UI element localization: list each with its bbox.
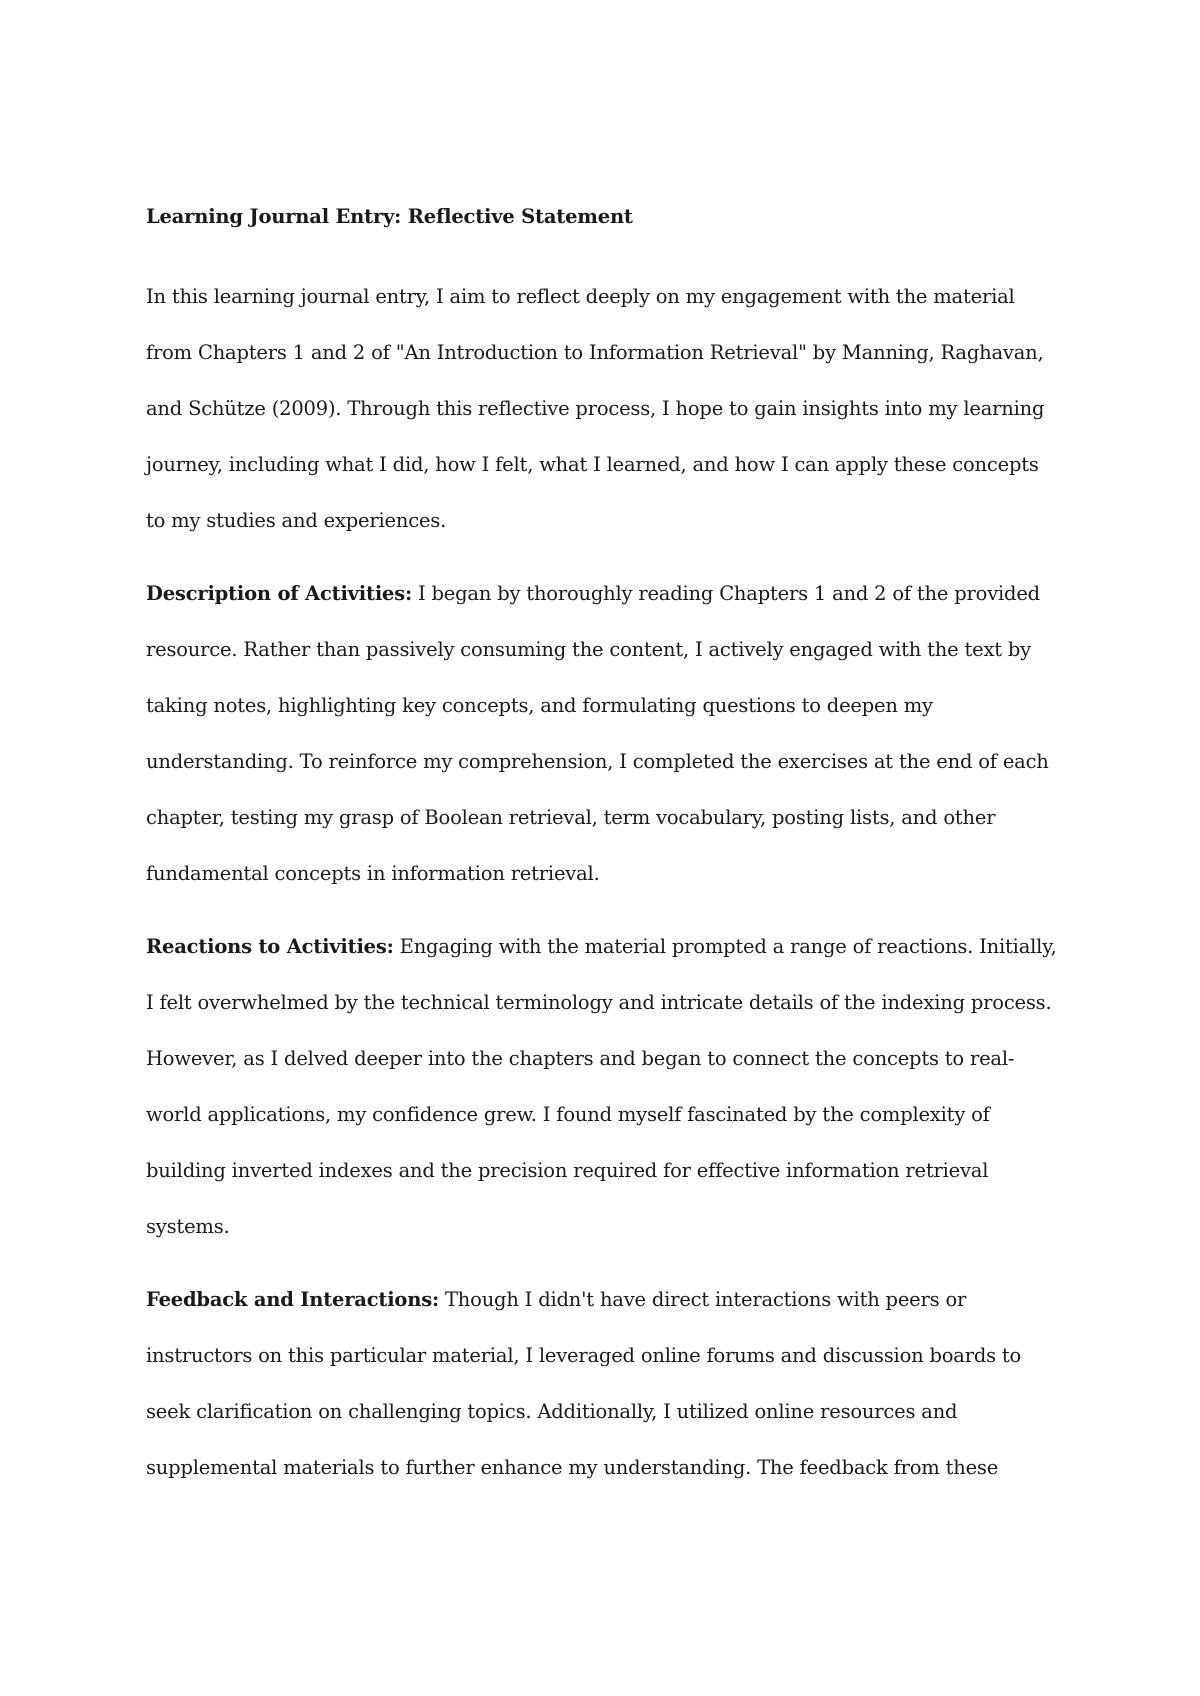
- paragraph-line: resource. Rather than passively consuming the content, I actively engaged with the text by: [146, 638, 1031, 661]
- paragraph-text: I began by thoroughly reading Chapters 1 and 2 of the provided: [412, 582, 1040, 605]
- paragraph-line: [146, 566, 1066, 622]
- paragraph-line: systems.: [146, 1215, 230, 1238]
- section-heading: Feedback and Interactions:: [146, 1288, 439, 1311]
- paragraph-line: from Chapters 1 and 2 of "An Introduction to Information Retrieval" by Manning, Raghavan,: [146, 341, 1044, 364]
- page-title: Learning Journal Entry: Reflective Statement: [146, 205, 633, 228]
- paragraph-line: seek clarification on challenging topics. Additionally, I utilized online resources and: [146, 1400, 958, 1423]
- paragraph-line: journey, including what I did, how I felt, what I learned, and how I can apply these concepts: [146, 453, 1039, 476]
- section-heading: Description of Activities:: [146, 582, 413, 605]
- paragraph-line: instructors on this particular material, I leveraged online forums and discussion boards to: [146, 1344, 1022, 1367]
- paragraph-text: Engaging with the material prompted a range of reactions. Initially,: [393, 935, 1057, 958]
- paragraph-line: taking notes, highlighting key concepts, and formulating questions to deepen my: [146, 694, 933, 717]
- paragraph-line: world applications, my confidence grew. I found myself fascinated by the complexity of: [146, 1103, 990, 1126]
- paragraph-line: supplemental materials to further enhance my understanding. The feedback from these: [146, 1456, 999, 1479]
- feedback-and-interactions-paragraph: [146, 1272, 1066, 1496]
- paragraph-line: building inverted indexes and the precision required for effective information retrieval: [146, 1159, 989, 1182]
- document-body: [146, 199, 1066, 1496]
- reactions-to-activities-paragraph: [146, 919, 1066, 1255]
- paragraph-line: understanding. To reinforce my comprehension, I completed the exercises at the end of each: [146, 750, 1049, 773]
- paragraph-text: Though I didn't have direct interactions with peers or: [438, 1288, 967, 1311]
- paragraph-line: chapter, testing my grasp of Boolean retrieval, term vocabulary, posting lists, and other: [146, 806, 996, 829]
- intro-paragraph: [146, 269, 1066, 549]
- paragraph-line: [146, 1272, 1066, 1328]
- paragraph-line: In this learning journal entry, I aim to reflect deeply on my engagement with the material: [146, 285, 1015, 308]
- section-heading: Reactions to Activities:: [146, 935, 394, 958]
- paragraph-line: [146, 919, 1066, 975]
- paragraph-line: However, as I delved deeper into the chapters and began to connect the concepts to real-: [146, 1047, 1015, 1070]
- paragraph-line: and Schütze (2009). Through this reflective process, I hope to gain insights into my learning: [146, 397, 1045, 420]
- paragraph-line: to my studies and experiences.: [146, 509, 447, 532]
- paragraph-line: fundamental concepts in information retrieval.: [146, 862, 600, 885]
- description-of-activities-paragraph: [146, 566, 1066, 902]
- paragraph-line: I felt overwhelmed by the technical terminology and intricate details of the indexing process.: [146, 991, 1052, 1014]
